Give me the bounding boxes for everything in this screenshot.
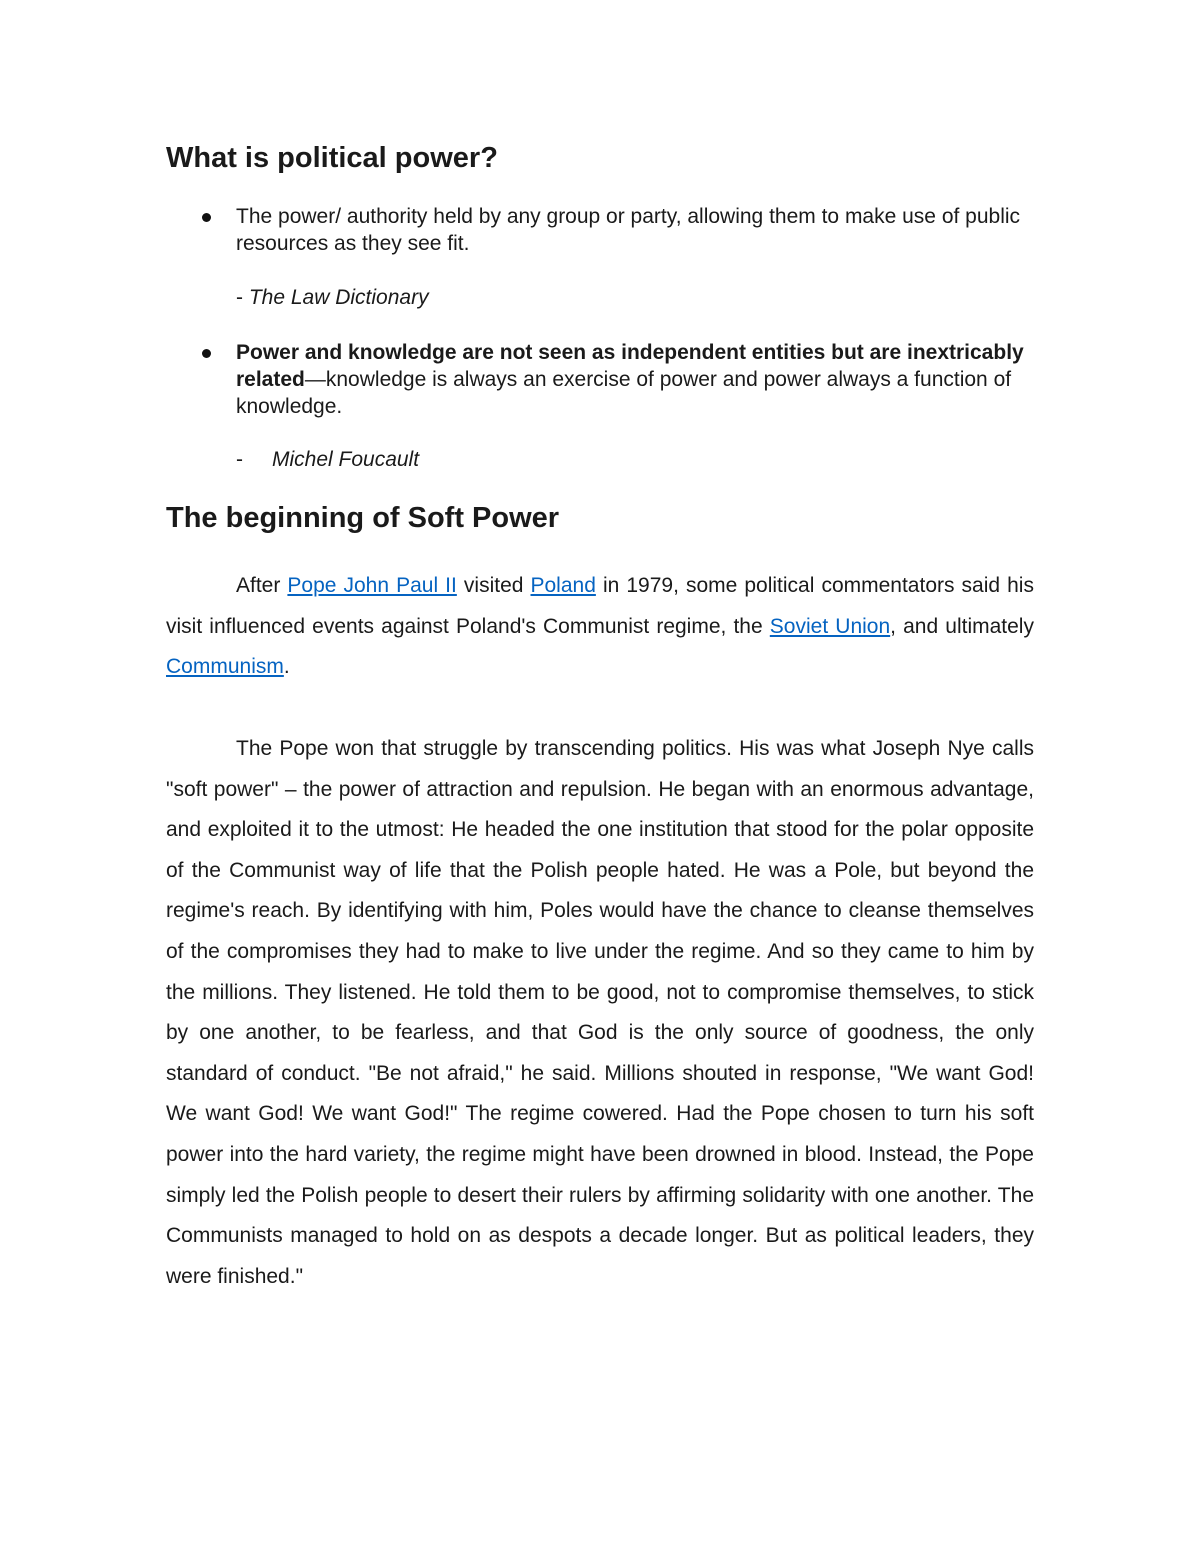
- attribution-prefix: -: [236, 286, 249, 309]
- bullet-text: The power/ authority held by any group or party, allowing them to make use of public resources as they see fit.: [236, 205, 1021, 255]
- heading-soft-power: The beginning of Soft Power: [166, 502, 560, 534]
- bullet-dot-icon: [202, 213, 211, 222]
- paragraph-text: After: [236, 574, 288, 597]
- link-poland[interactable]: Poland: [530, 574, 596, 597]
- paragraph-text: visited: [456, 574, 531, 597]
- attribution-source: Michel Foucault: [272, 448, 420, 471]
- paragraph-text: , and ultimately: [890, 614, 1034, 638]
- bullet-item-definition: [166, 203, 1034, 257]
- link-communism[interactable]: Communism: [166, 655, 284, 679]
- paragraph-text: .: [283, 655, 290, 679]
- attribution-source: The Law Dictionary: [248, 286, 429, 309]
- heading-political-power: What is political power?: [166, 142, 498, 174]
- link-soviet-union[interactable]: Soviet Union: [769, 614, 891, 638]
- bullet-rest-text: —knowledge is always an exercise of power and power always a function of knowledge.: [236, 368, 1012, 418]
- attribution-law-dictionary: [236, 284, 429, 311]
- bullet-text: [236, 339, 1034, 420]
- link-pope-john-paul-ii[interactable]: Pope John Paul II: [287, 574, 457, 597]
- bullet-item-foucault-quote: [166, 339, 1034, 420]
- paragraph-text: in 1979, some political commentators said his visit influenced events against Poland's Communist regime, the: [166, 574, 1034, 638]
- attribution-dash: -: [236, 448, 243, 471]
- bullet-dot-icon: [202, 349, 211, 358]
- paragraph-intro: [166, 566, 1034, 688]
- attribution-foucault: [236, 446, 419, 473]
- bullet-bold-text: Power and knowledge are not seen as independent entities but are inextricably related: [236, 341, 1024, 391]
- paragraph-soft-power-quote: The Pope won that struggle by transcending politics. His was what Joseph Nye calls "soft power" – the power of attraction and repulsion. He began with an enormous advantage, and exploited it to the utmost: He headed the one institution that stood for the polar opposite of the Communist way of life that the Polish people hated. He was a Pole, but beyond the regime's reach. By identifying with him, Poles would have the chance to cleanse themselves of the compromises they had to make to live under the regime. And so they came to him by the millions. They listened. He told them to be good, not to compromise themselves, to stick by one another, to be fearless, and that God is the only source of goodness, the only standard of conduct. "Be not afraid," he said. Millions shouted in response, "We want God! We want God! We want God!" The regime cowered. Had the Pope chosen to turn his soft power into the hard variety, the regime might have been drowned in blood. Instead, the Pope simply led the Polish people to desert their rulers by affirming solidarity with one another. The Communists managed to hold on as despots a decade longer. But as political leaders, they were finished.": [166, 737, 1034, 1288]
